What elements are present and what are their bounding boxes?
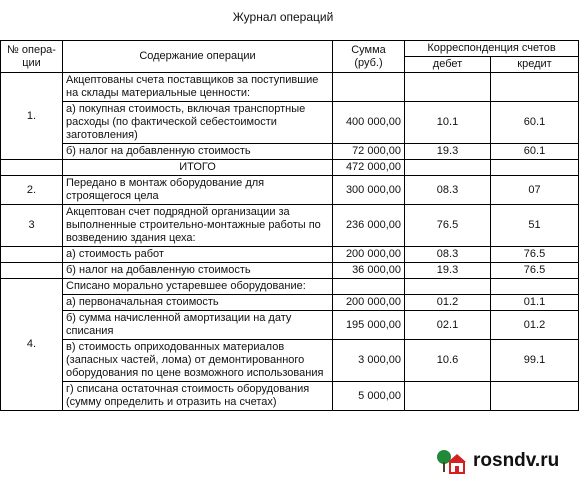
op-sum: 3 000,00 — [333, 340, 405, 382]
op-sum: 36 000,00 — [333, 263, 405, 279]
op-sum: 236 000,00 — [333, 205, 405, 247]
op-debit: 02.1 — [405, 311, 491, 340]
table-row — [1, 340, 579, 382]
page-title: Журнал операций — [232, 10, 334, 24]
house-tree-icon — [435, 445, 467, 477]
total-sum: 472 000,00 — [333, 160, 405, 176]
op-sum: 400 000,00 — [333, 102, 405, 144]
header-credit: кредит — [491, 57, 579, 73]
op-text: в) стоимость оприходованных материалов (запасных частей, лома) от демонтированного оборудования по цене возможного использования — [63, 340, 333, 382]
op-credit: 76.5 — [491, 263, 579, 279]
op-text: Передано в монтаж оборудование для строящегося цела — [63, 176, 333, 205]
op-credit — [491, 382, 579, 411]
watermark-text: rosndv.ru — [473, 450, 560, 471]
operations-journal-table — [0, 40, 579, 411]
op-sum: 72 000,00 — [333, 144, 405, 160]
op-credit: 60.1 — [491, 144, 579, 160]
table-row — [1, 311, 579, 340]
watermark-logo — [427, 442, 587, 480]
op-debit: 08.3 — [405, 247, 491, 263]
op-text: б) сумма начисленной амортизации на дату списания — [63, 311, 333, 340]
op-text: г) списана остаточная стоимость оборудования (сумму определить и отразить на счетах) — [63, 382, 333, 411]
table-row — [1, 247, 579, 263]
op-number: 3 — [1, 205, 63, 247]
op-debit: 10.6 — [405, 340, 491, 382]
op-credit: 51 — [491, 205, 579, 247]
table-row — [1, 102, 579, 144]
table-row — [1, 73, 579, 102]
op-credit: 76.5 — [491, 247, 579, 263]
op-debit — [405, 73, 491, 102]
op-credit: 01.2 — [491, 311, 579, 340]
table-row — [1, 382, 579, 411]
op-credit: 60.1 — [491, 102, 579, 144]
header-sum: Сумма (руб.) — [333, 41, 405, 73]
header-op-number: № опера- ции — [1, 41, 63, 73]
op-sum: 300 000,00 — [333, 176, 405, 205]
op-credit: 99.1 — [491, 340, 579, 382]
op-text: а) покупная стоимость, включая транспортные расходы (по фактической себестоимости заготовления) — [63, 102, 333, 144]
table-row — [1, 295, 579, 311]
table-row-total — [1, 160, 579, 176]
op-debit — [405, 279, 491, 295]
op-text: Акцептованы счета поставщиков за поступившие на склады материальные ценности: — [63, 73, 333, 102]
op-number: 1. — [1, 73, 63, 160]
op-number — [1, 263, 63, 279]
op-sum: 5 000,00 — [333, 382, 405, 411]
op-debit: 19.3 — [405, 263, 491, 279]
table-row — [1, 144, 579, 160]
table-row — [1, 263, 579, 279]
op-text: б) налог на добавленную стоимость — [63, 263, 333, 279]
op-debit: 01.2 — [405, 295, 491, 311]
op-sum: 200 000,00 — [333, 295, 405, 311]
op-sum: 200 000,00 — [333, 247, 405, 263]
table-row — [1, 279, 579, 295]
op-text: Списано морально устаревшее оборудование: — [63, 279, 333, 295]
op-text: б) налог на добавленную стоимость — [63, 144, 333, 160]
op-credit: 01.1 — [491, 295, 579, 311]
op-text: а) первоначальная стоимость — [63, 295, 333, 311]
table-row — [1, 205, 579, 247]
op-credit — [491, 160, 579, 176]
header-debit: дебет — [405, 57, 491, 73]
op-text: Акцептован счет подрядной организации за выполненные строительно-монтажные работы по возведению здания цеха: — [63, 205, 333, 247]
total-label: ИТОГО — [63, 160, 333, 176]
header-content: Содержание операции — [63, 41, 333, 73]
op-credit: 07 — [491, 176, 579, 205]
header-correspondence: Корреспонденция счетов — [405, 41, 579, 57]
op-debit — [405, 160, 491, 176]
op-debit: 10.1 — [405, 102, 491, 144]
op-credit — [491, 73, 579, 102]
op-number — [1, 247, 63, 263]
op-sum — [333, 279, 405, 295]
op-debit: 08.3 — [405, 176, 491, 205]
op-credit — [491, 279, 579, 295]
op-text: а) стоимость работ — [63, 247, 333, 263]
op-sum: 195 000,00 — [333, 311, 405, 340]
op-number: 4. — [1, 279, 63, 411]
op-debit: 19.3 — [405, 144, 491, 160]
op-number: 2. — [1, 176, 63, 205]
table-header-row — [1, 41, 579, 57]
table-row — [1, 176, 579, 205]
op-debit: 76.5 — [405, 205, 491, 247]
op-number — [1, 160, 63, 176]
op-debit — [405, 382, 491, 411]
op-sum — [333, 73, 405, 102]
